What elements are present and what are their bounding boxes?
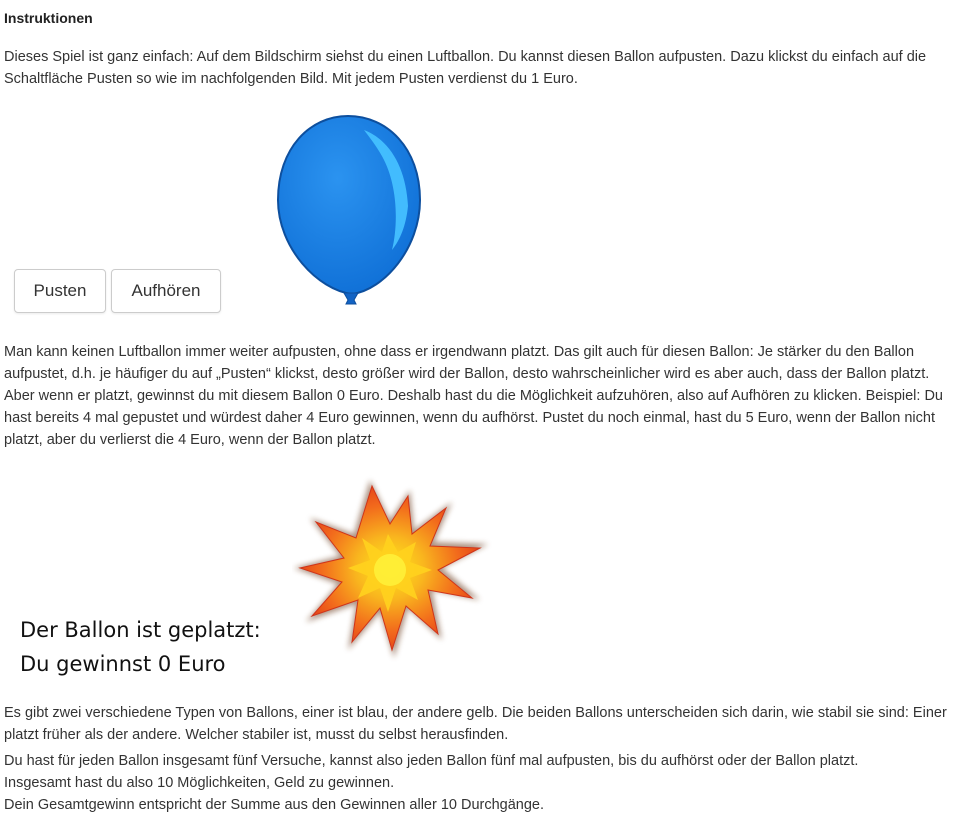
pusten-button[interactable]: Pusten — [14, 269, 106, 313]
burst-message-line2: Du gewinnst 0 Euro — [20, 652, 226, 676]
explanation-paragraph: Man kann keinen Luftballon immer weiter aufpusten, ohne dass er irgendwann platzt. Das gilt auch für diesen Ballon: Je stärker du den Ballon aufpustet, d.h. je häufiger du auf „Pusten“ klickst, desto größer wird der Ballon, desto wahrscheinlicher wird es aber auch, dass der Ballon platzt. Aber wenn er platzt, gewinnst du mit diesem Ballon 0 Euro. Deshalb hast du die Möglichkeit aufzuhören, also auf Aufhören zu klicken. Beispiel: Du hast bereits 4 mal gepustet und würdest daher 4 Euro gewinnen, wenn du aufhörst. Pustet du noch einmal, hast du 5 Euro, wenn der Ballon nicht platzt, aber du verlierst die 4 Euro, wenn der Ballon platzt. — [4, 344, 943, 448]
aufhoeren-button[interactable]: Aufhören — [111, 269, 221, 313]
attempts-info — [4, 750, 950, 816]
attempts-line: Du hast für jeden Ballon insgesamt fünf Versuche, kannst also jeden Ballon fünf mal aufpusten, bis du aufhörst oder der Ballon platzt. — [4, 753, 859, 769]
balloon-types-paragraph: Es gibt zwei verschiedene Typen von Ballons, einer ist blau, der andere gelb. Die beiden Ballons unterscheiden sich darin, wie stabil sie sind: Einer platzt früher als der andere. Welcher stabiler ist, musst du selbst herausfinden. — [4, 705, 947, 743]
burst-message-line1: Der Ballon ist geplatzt: — [20, 618, 261, 642]
instructions-heading: Instruktionen — [4, 10, 93, 26]
explosion-icon — [292, 472, 492, 662]
balloon-icon — [272, 108, 428, 308]
intro-paragraph: Dieses Spiel ist ganz einfach: Auf dem Bildschirm siehst du einen Luftballon. Du kannst diesen Ballon aufpusten. Dazu klickst du einfach auf die Schaltfläche Pusten so wie im nachfolgenden Bild. Mit jedem Pusten verdienst du 1 Euro. — [4, 49, 927, 87]
opportunities-line: Insgesamt hast du also 10 Möglichkeiten, Geld zu gewinnen. — [4, 775, 395, 791]
total-winnings-line: Dein Gesamtgewinn entspricht der Summe aus den Gewinnen aller 10 Durchgänge. — [4, 797, 545, 813]
